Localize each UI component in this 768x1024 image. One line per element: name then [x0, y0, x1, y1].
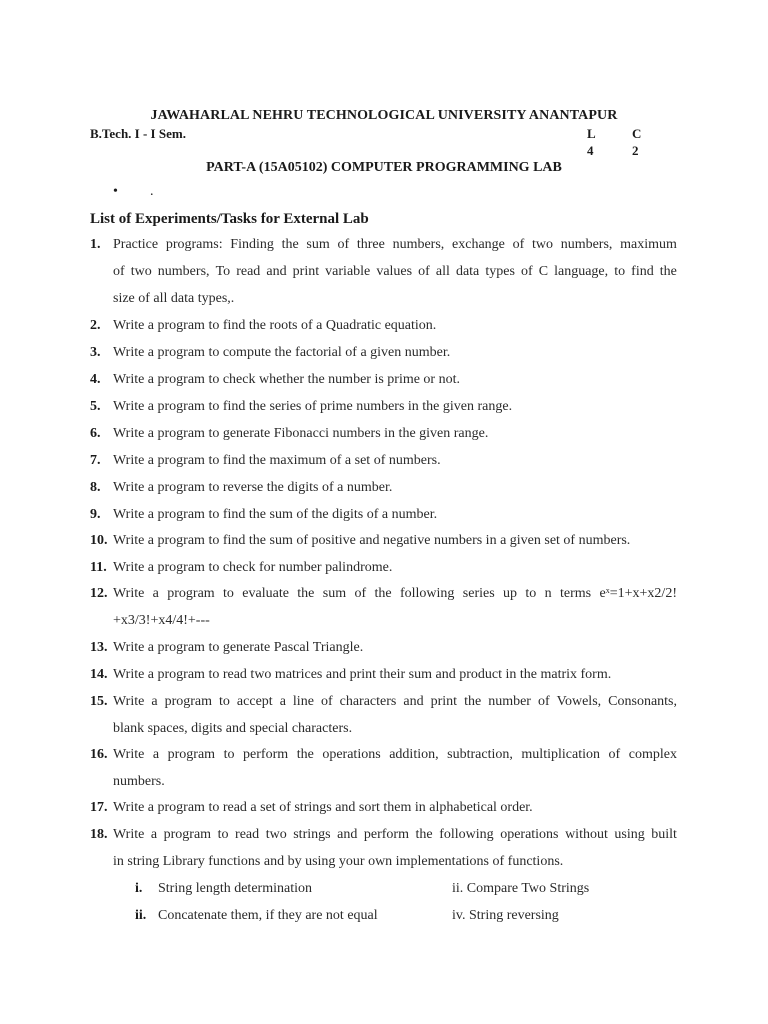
experiment-number: 11.: [90, 560, 107, 575]
experiment-line: Write a program to find the sum of positive and negative numbers in a given set of numbers.: [113, 533, 631, 548]
sub-item-right: ii. Compare Two Strings: [452, 881, 590, 896]
experiment-line: in string Library functions and by using your own implementations of functions.: [113, 854, 564, 869]
experiment-number: 8.: [90, 480, 101, 495]
experiment-number: 4.: [90, 372, 101, 387]
experiment-number: 1.: [90, 237, 101, 252]
series-formula: =1+x+x2/2!: [609, 586, 677, 601]
credit-value: 2: [632, 143, 639, 158]
experiment-line: [113, 586, 677, 602]
experiment-number: 9.: [90, 507, 101, 522]
course-label: B.Tech. I - I Sem.: [90, 126, 186, 141]
experiment-number: 13.: [90, 640, 108, 655]
experiment-line: size of all data types,.: [113, 291, 235, 306]
experiment-line: of two numbers, To read and print variable values of all data types of C language, to find the: [113, 264, 677, 279]
experiment-number: 10.: [90, 533, 108, 548]
experiment-line: Write a program to read two matrices and print their sum and product in the matrix form.: [113, 667, 612, 682]
experiment-number: 17.: [90, 800, 108, 815]
experiment-line: numbers.: [113, 774, 165, 789]
experiment-number: 15.: [90, 694, 108, 709]
sub-item-left: String length determination: [158, 881, 312, 896]
experiment-number: 5.: [90, 399, 101, 414]
experiment-line: Practice programs: Finding the sum of three numbers, exchange of two numbers, maximum: [113, 237, 677, 252]
list-title: List of Experiments/Tasks for External Lab: [90, 211, 369, 227]
experiment-number: 6.: [90, 426, 101, 441]
experiment-line: Write a program to accept a line of characters and print the number of Vowels, Consonants,: [113, 694, 677, 709]
sub-item-number: i.: [135, 881, 143, 896]
experiment-number: 18.: [90, 827, 108, 842]
experiment-number: 12.: [90, 586, 108, 601]
lecture-value: 4: [587, 143, 594, 158]
experiment-line: Write a program to reverse the digits of a number.: [113, 480, 393, 495]
bullet-icon: •: [113, 184, 118, 199]
experiment-line: Write a program to generate Pascal Triangle.: [113, 640, 364, 655]
experiment-line: Write a program to find the series of prime numbers in the given range.: [113, 399, 513, 414]
lecture-label: L: [587, 126, 596, 141]
sub-item-left: Concatenate them, if they are not equal: [158, 908, 378, 923]
university-title: JAWAHARLAL NEHRU TECHNOLOGICAL UNIVERSITY ANANTAPUR: [150, 108, 618, 123]
experiment-line: Write a program to find the roots of a Quadratic equation.: [113, 318, 437, 333]
experiment-line: Write a program to perform the operations addition, subtraction, multiplication of complex: [113, 747, 677, 762]
experiment-line: blank spaces, digits and special characters.: [113, 721, 353, 736]
experiment-number: 3.: [90, 345, 101, 360]
experiment-line: Write a program to compute the factorial of a given number.: [113, 345, 451, 360]
part-title: PART-A (15A05102) COMPUTER PROGRAMMING LAB: [206, 160, 562, 175]
experiment-line: Write a program to check for number palindrome.: [113, 560, 393, 575]
bullet-text: .: [150, 184, 154, 199]
series-text: Write a program to evaluate the sum of the following series up to n terms e: [113, 586, 606, 601]
experiment-line: Write a program to find the maximum of a set of numbers.: [113, 453, 441, 468]
experiment-line: Write a program to generate Fibonacci numbers in the given range.: [113, 426, 489, 441]
experiment-number: 2.: [90, 318, 101, 333]
experiment-line: +x3/3!+x4/4!+---: [113, 613, 210, 628]
experiment-number: 7.: [90, 453, 101, 468]
sub-item-right: iv. String reversing: [452, 908, 559, 923]
superscript-x: x: [605, 586, 610, 595]
experiment-number: 14.: [90, 667, 108, 682]
sub-item-number: ii.: [135, 908, 147, 923]
experiment-line: Write a program to check whether the number is prime or not.: [113, 372, 460, 387]
experiment-line: Write a program to find the sum of the digits of a number.: [113, 507, 438, 522]
experiment-line: Write a program to read a set of strings and sort them in alphabetical order.: [113, 800, 533, 815]
experiment-line: Write a program to read two strings and perform the following operations without using built: [113, 827, 677, 842]
credit-label: C: [632, 126, 642, 141]
experiment-number: 16.: [90, 747, 108, 762]
